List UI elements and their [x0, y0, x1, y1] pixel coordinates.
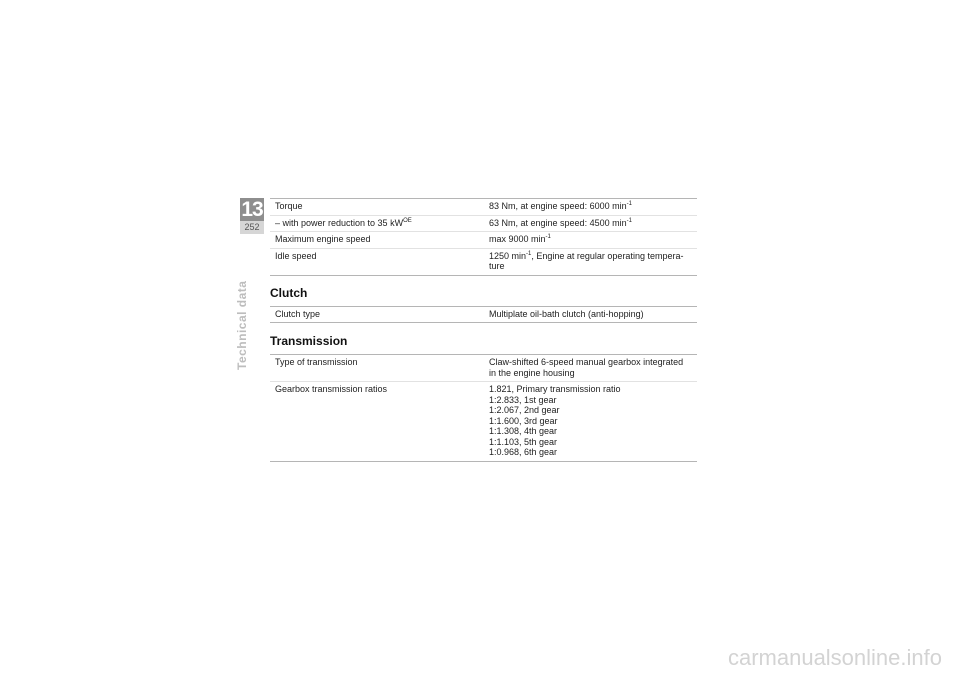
ratio-line: 1:1.600, 3rd gear: [489, 415, 558, 426]
row-value: 1250 $\min^{-1}$, Engine at regular operating tempera- ture: [489, 250, 684, 271]
row-value: Multiplate oil-bath clutch (anti-hopping): [489, 308, 644, 319]
row-value: 63 Nm, at engine speed: 4500 $\min^{-1}$: [489, 217, 632, 228]
table-row: [270, 248, 697, 275]
row-label: – with power reduction to 35 $kW^{OE}$: [275, 217, 412, 228]
engine-table: [270, 198, 697, 276]
row-label: Idle speed: [275, 250, 317, 261]
clutch-table: [270, 306, 697, 324]
ratio-line: 1:2.067, 2nd gear: [489, 405, 560, 415]
ratio-line: 1:1.103, 5th gear: [489, 436, 558, 447]
row-label: Gearbox transmission ratios: [275, 384, 388, 394]
row-value: 83 Nm, at engine speed: 6000 $\min^{-1}$: [489, 201, 632, 211]
table-row: [270, 306, 697, 323]
row-label: Torque: [275, 201, 303, 211]
watermark: carmanualsonline.info: [727, 645, 942, 670]
page-number: 252: [240, 221, 264, 234]
table-row: [270, 232, 697, 249]
ratio-line: 1:2.833, 1st gear: [489, 394, 557, 405]
chapter-tab: [240, 198, 264, 234]
chapter-title: Technical data: [235, 280, 249, 370]
row-label: Maximum engine speed: [275, 234, 371, 244]
row-label: Type of transmission: [275, 357, 358, 367]
row-value: [489, 382, 697, 462]
clutch-heading: Clutch: [270, 285, 308, 300]
ratio-line: 1.821, Primary transmission ratio: [489, 384, 621, 394]
transmission-table: [270, 354, 697, 462]
table-row: [270, 355, 697, 382]
ratio-line: 1:0.968, 6th gear: [489, 447, 558, 457]
content: [270, 198, 697, 462]
ratio-line: 1:1.308, 4th gear: [489, 426, 558, 436]
row-value: Claw-shifted 6-speed manual gearbox integrated in the engine housing: [489, 357, 684, 378]
chapter-number: 13: [241, 198, 263, 221]
table-row: [270, 199, 697, 216]
table-row: [270, 215, 697, 232]
transmission-heading: Transmission: [270, 334, 348, 348]
row-label: Clutch type: [275, 308, 321, 319]
row-value: max 9000 $\min^{-1}$: [489, 234, 551, 244]
table-row: [270, 382, 697, 462]
